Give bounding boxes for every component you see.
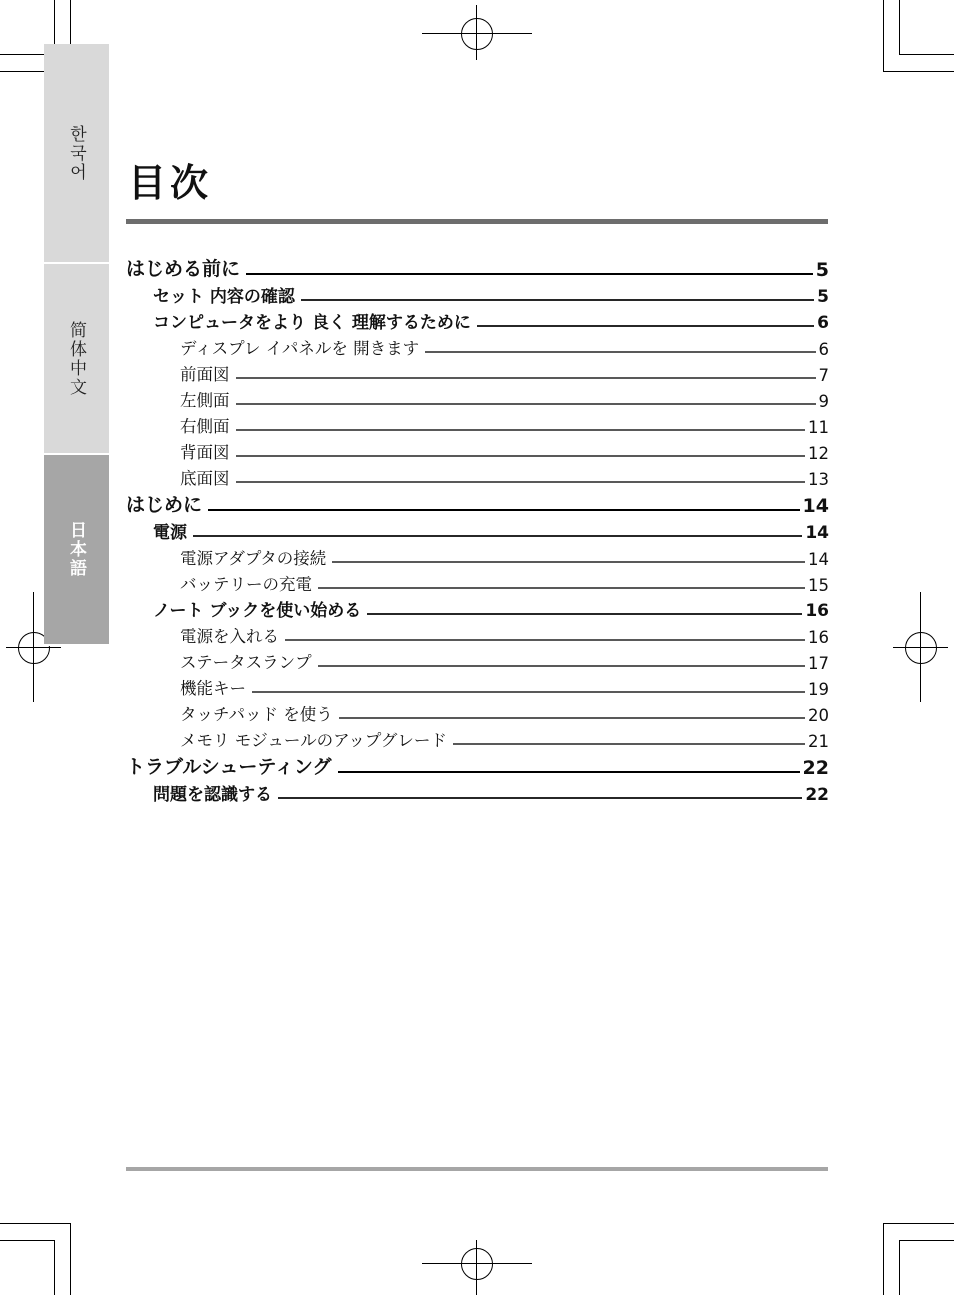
toc-entry-page: 5 [815,259,829,281]
toc-entry-page: 20 [808,706,829,725]
leader-dots [236,429,806,431]
toc-entry-title: トラブルシューティング [126,756,332,778]
crop-mark [0,1240,55,1241]
toc-entry[interactable] [126,569,829,595]
toc-entry[interactable] [126,333,829,359]
tab-chinese-label: 简体中文 [66,320,86,397]
toc-entry-title: タッチパッド を使う [180,705,333,724]
leader-dots [453,743,805,745]
toc-entry-page: 11 [808,418,829,437]
toc-entry-page: 6 [817,313,829,333]
toc-entry-title: 前面図 [180,365,230,384]
leader-dots [477,325,814,327]
crop-mark [899,1241,900,1295]
toc-entry-title: 底面図 [180,469,230,488]
leader-dots [236,377,816,379]
toc-entry-title: コンピュータをより 良く 理解するために [153,313,471,333]
toc-entry-title: ステータスランプ [180,653,312,672]
crop-mark [883,0,884,72]
toc-entry-title: 機能キー [180,679,246,698]
toc-entry-page: 16 [808,628,829,647]
toc-entry-page: 16 [805,601,829,621]
toc-entry-page: 15 [808,576,829,595]
toc-entry[interactable] [126,385,829,411]
toc-entry[interactable] [126,411,829,437]
leader-dots [246,273,813,275]
crop-mark [0,1223,71,1224]
toc-entry-title: 電源アダプタの接続 [180,549,327,568]
tab-chinese[interactable] [44,264,109,455]
toc-entry-page: 5 [817,287,829,307]
toc-entry[interactable] [126,779,829,805]
crop-mark [899,54,954,55]
toc-entry[interactable] [126,359,829,385]
tab-korean-label: 한국어 [66,124,86,182]
crop-mark [54,1241,55,1295]
tab-japanese[interactable] [44,455,109,646]
tab-japanese-label: 日本語 [66,521,86,578]
toc-entry-page: 14 [802,495,829,517]
toc-entry-title: ディスプレ イパネルを 開きます [180,339,420,358]
tab-korean[interactable] [44,44,109,264]
toc-entry-page: 22 [805,785,829,805]
toc-entry-page: 21 [808,732,829,751]
toc-entry-title: はじめる前に [126,258,241,280]
toc-entry-page: 22 [802,757,829,779]
toc-entry[interactable] [126,751,829,779]
toc-entry-title: 問題を認識する [153,785,272,805]
leader-dots [301,299,814,301]
leader-dots [252,691,805,693]
registration-circle [461,1248,493,1280]
leader-dots [332,561,805,563]
crop-mark [899,0,900,54]
leader-dots [338,771,800,773]
leader-dots [367,613,802,615]
toc-entry[interactable] [126,281,829,307]
footer-divider [126,1167,828,1171]
crop-mark [883,71,954,72]
registration-circle [905,632,937,664]
leader-dots [318,665,805,667]
leader-dots [208,509,800,511]
leader-dots [318,587,805,589]
toc-entry-title: メモリ モジュールのアップグレード [180,731,447,750]
toc-entry-title: はじめに [126,494,203,516]
leader-dots [339,717,805,719]
toc-entry-page: 14 [808,550,829,569]
toc-entry-page: 7 [818,366,829,385]
toc-entry-title: 背面図 [180,443,230,462]
toc-entry-title: 電源を入れる [180,627,279,646]
toc-entry[interactable] [126,673,829,699]
toc-entry[interactable] [126,517,829,543]
toc-entry-title: バッテリーの充電 [180,575,312,594]
toc-entry-page: 12 [808,444,829,463]
toc-entry-page: 6 [818,340,829,359]
toc-entry[interactable] [126,463,829,489]
toc-entry-title: ノート ブックを使い始める [153,601,362,621]
leader-dots [425,351,815,353]
toc-entry[interactable] [126,647,829,673]
leader-dots [236,481,806,483]
toc-entry-page: 9 [818,392,829,411]
language-tabs [44,44,109,646]
toc-entry-title: 左側面 [180,391,230,410]
page-title: 目次 [128,161,213,205]
toc-entry[interactable] [126,543,829,569]
crop-mark [883,1223,954,1224]
crop-mark [70,1223,71,1295]
toc-entry-title: 電源 [153,523,187,543]
leader-dots [236,403,816,405]
title-divider [126,219,828,224]
toc-entry[interactable] [126,621,829,647]
toc-entry[interactable] [126,725,829,751]
leader-dots [236,455,806,457]
registration-circle [461,18,493,50]
leader-dots [193,535,802,537]
toc-entry[interactable] [126,699,829,725]
leader-dots [285,639,805,641]
toc-entry-page: 14 [805,523,829,543]
crop-mark [899,1240,954,1241]
toc-entry[interactable] [126,437,829,463]
toc-entry-page: 19 [808,680,829,699]
leader-dots [278,797,802,799]
toc-entry-title: 右側面 [180,417,230,436]
toc-entry[interactable] [126,489,829,517]
toc-entry-title: セット 内容の確認 [153,287,295,307]
toc-entry[interactable] [126,307,829,333]
crop-mark [883,1223,884,1295]
toc-entry[interactable] [126,253,829,281]
toc-entry[interactable] [126,595,829,621]
table-of-contents [126,253,829,805]
toc-entry-page: 17 [808,654,829,673]
toc-entry-page: 13 [808,470,829,489]
